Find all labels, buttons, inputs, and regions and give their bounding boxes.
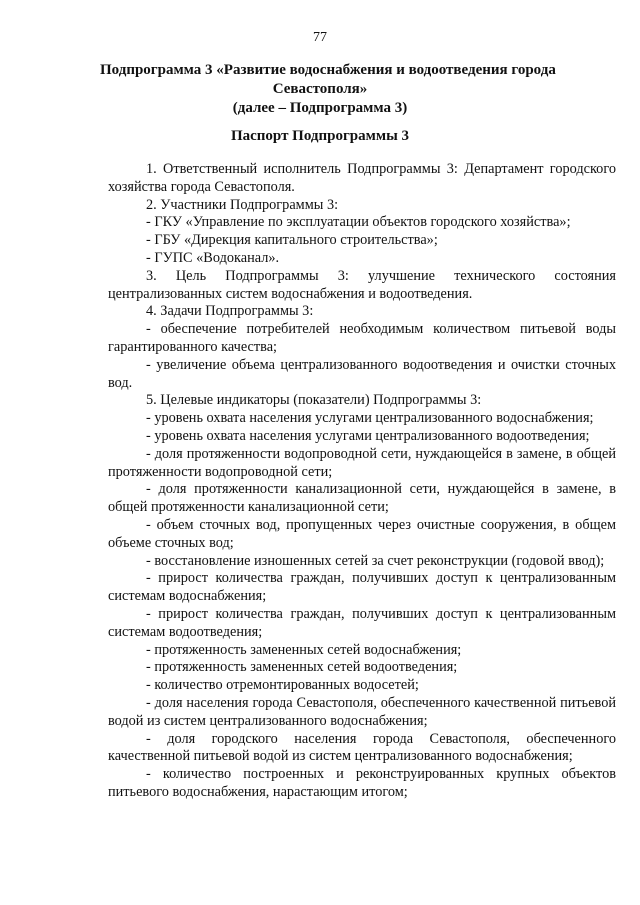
document-body xyxy=(108,161,616,802)
list-item: - доля городского населения города Севастополя, обеспеченного качественной питьевой водой из систем централизованного водоснабжения; xyxy=(108,730,616,765)
list-item: - уровень охвата населения услугами централизованного водоснабжения; xyxy=(146,410,594,427)
section-heading: Паспорт Подпрограммы 3 xyxy=(230,128,410,144)
list-item: - доля протяженности водопроводной сети, нуждающейся в замене, в общей протяженности водопроводной сети; xyxy=(108,445,616,480)
list-item: - доля протяженности канализационной сети, нуждающейся в замене, в общей протяженности канализационной сети; xyxy=(108,481,616,516)
paragraph: 1. Ответственный исполнитель Подпрограммы 3: Департамент городского хозяйства города Севастополя. xyxy=(108,161,616,195)
list-item: - количество построенных и реконструированных крупных объектов питьевого водоснабжения, нарастающим итогом; xyxy=(108,766,616,800)
page-number: 77 xyxy=(313,30,327,45)
list-item: - прирост количества граждан, получивших доступ к централизованным системам водоотведения; xyxy=(108,605,616,640)
list-item: - прирост количества граждан, получивших доступ к централизованным системам водоснабжения; xyxy=(108,570,616,605)
list-item: - восстановление изношенных сетей за счет реконструкции (годовой ввод); xyxy=(146,552,605,569)
title-line: Севастополя» xyxy=(272,81,368,97)
list-item: - увеличение объема централизованного водоотведения и очистки сточных вод. xyxy=(108,356,616,391)
list-item: - протяженность замененных сетей водоотведения; xyxy=(146,659,458,676)
list-item: - ГКУ «Управление по эксплуатации объектов городского хозяйства»; xyxy=(146,214,571,231)
list-item: - ГБУ «Дирекция капитального строительства»; xyxy=(146,232,438,249)
title-line: (далее – Подпрограмма 3) xyxy=(232,100,408,116)
list-item: - ГУПС «Водоканал». xyxy=(146,249,280,266)
list-item: - доля населения города Севастополя, обеспеченного качественной питьевой водой из систем централизованного водоснабжения; xyxy=(108,694,616,729)
paragraph: 4. Задачи Подпрограммы 3: xyxy=(146,303,314,320)
list-item: - обеспечение потребителей необходимым количеством питьевой воды гарантированного качества; xyxy=(108,321,616,355)
document-title xyxy=(100,61,556,118)
paragraph: 2. Участники Подпрограммы 3: xyxy=(146,196,339,213)
paragraph: 3. Цель Подпрограммы 3: улучшение технического состояния централизованных систем водоснабжения и водоотведения. xyxy=(108,267,616,302)
list-item: - уровень охвата населения услугами централизованного водоотведения; xyxy=(146,427,590,444)
paragraph: 5. Целевые индикаторы (показатели) Подпрограммы 3: xyxy=(146,392,482,409)
title-line: Подпрограмма 3 «Развитие водоснабжения и водоотведения города xyxy=(100,62,556,78)
list-item: - протяженность замененных сетей водоснабжения; xyxy=(146,641,462,658)
list-item: - объем сточных вод, пропущенных через очистные сооружения, в общем объеме сточных вод; xyxy=(108,516,616,551)
list-item: - количество отремонтированных водосетей; xyxy=(146,677,419,694)
